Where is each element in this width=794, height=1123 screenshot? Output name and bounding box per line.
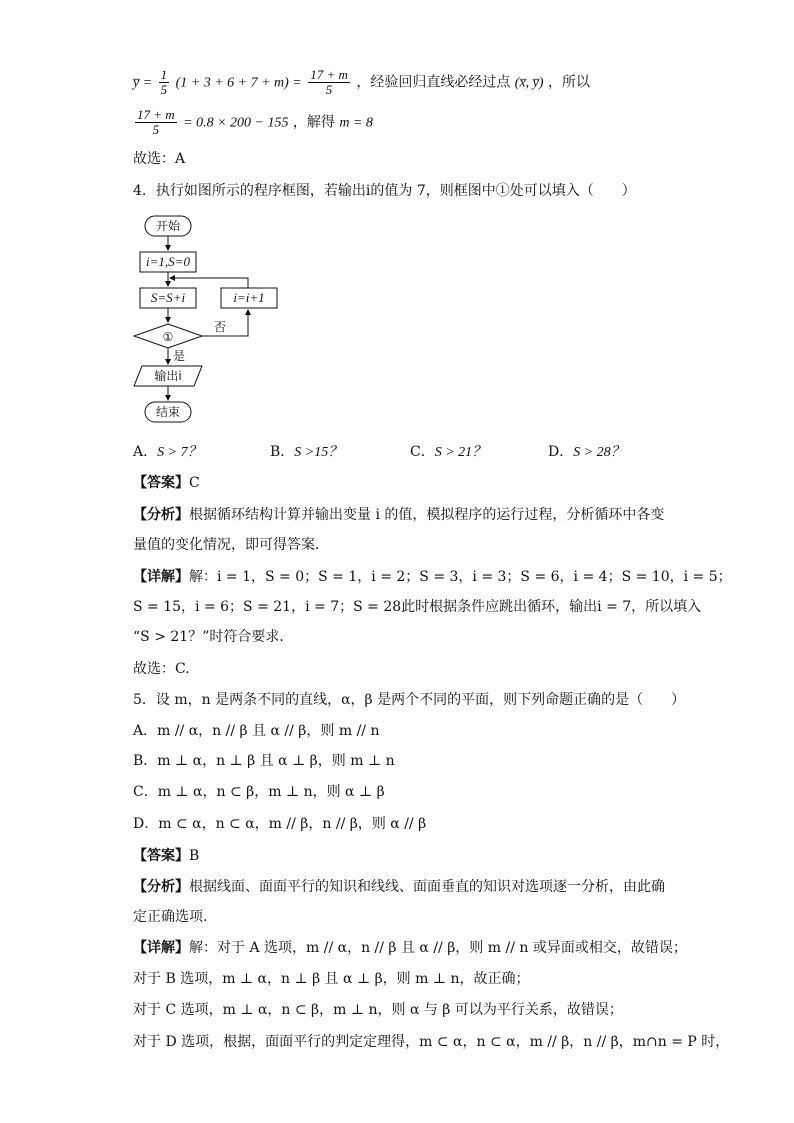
- q3-mean-lhs: y̅ =: [133, 75, 153, 91]
- q5-answer: 【答案】B: [133, 848, 200, 864]
- flow-yes-label: 是: [173, 349, 186, 363]
- q4-option-d: D．S > 28？: [548, 444, 625, 460]
- q5-option-b: B．m ⊥ α，n ⊥ β 且 α ⊥ β，则 m ⊥ n: [133, 753, 395, 769]
- flow-sum-label: S=S+i: [150, 290, 186, 305]
- q3-equation-line: [133, 108, 373, 137]
- flow-start-label: 开始: [155, 219, 181, 233]
- flow-output-label: 输出i: [154, 369, 182, 383]
- q3-eq-rhs: = 0.8 × 200 − 155: [183, 115, 289, 131]
- q5-detail-4: 对于 D 选项，根据，面面平行的判定定理得，m ⊂ α，n ⊂ α，m // β，n // β，m∩n = P 时，: [133, 1034, 730, 1050]
- q3-mean-expr: (1 + 3 + 6 + 7 + m) =: [175, 75, 302, 91]
- q3-choice: 故选：A: [133, 151, 186, 167]
- q4-detail-3: “S > 21？”时符合要求．: [133, 629, 294, 645]
- q3-mean-tail: ，所以: [548, 74, 590, 91]
- flow-no-label: 否: [214, 320, 227, 334]
- flow-end-label: 结束: [155, 405, 181, 419]
- q4-answer: 【答案】C: [133, 475, 200, 491]
- flow-init-label: i=1,S=0: [146, 254, 190, 269]
- q4-option-b: B．S >15？: [270, 444, 343, 460]
- flow-condition-label: ①: [162, 330, 174, 344]
- q3-eq-result: m = 8: [339, 115, 373, 131]
- flow-increment-label: i=i+1: [233, 290, 265, 305]
- q4-choice: 故选：C.: [133, 661, 190, 677]
- q3-eq-text: ，解得: [292, 114, 335, 131]
- q3-point: (x̅, y̅): [514, 75, 544, 91]
- q4-flowchart: [128, 208, 288, 430]
- q5-detail-3: 对于 C 选项，m ⊥ α，n ⊂ β，m ⊥ n，则 α 与 β 可以为平行关系，故错误；: [133, 1002, 623, 1018]
- q3-mean-line: [133, 68, 590, 97]
- q4-stem: 4．执行如图所示的程序框图，若输出i的值为 7，则框图中①处可以填入（ ）: [133, 183, 636, 199]
- q5-option-c: C．m ⊥ α，n ⊂ β，m ⊥ n，则 α ⊥ β: [133, 784, 385, 800]
- q4-option-c: C．S > 21？: [410, 444, 487, 460]
- q4-detail-1: 【详解】解：i = 1，S = 0；S = 1，i = 2；S = 3，i = 3；S = 6，i = 4；S = 10，i = 5；: [133, 569, 732, 585]
- q4-analysis-2: 量值的变化情况，即可得答案．: [133, 537, 329, 553]
- q4-option-a: A．S > 7？: [133, 444, 202, 460]
- q5-option-d: D．m ⊂ α，n ⊂ α，m // β，n // β，则 α // β: [133, 816, 427, 832]
- q5-option-a: A．m // α，n // β 且 α // β，则 m // n: [133, 723, 380, 739]
- q5-detail-2: 对于 B 选项，m ⊥ α，n ⊥ β 且 α ⊥ β，则 m ⊥ n，故正确；: [133, 971, 530, 987]
- q3-mean-text: ，经验回归直线必经过点: [356, 74, 511, 91]
- q3-eq-fraction: $\frac{17 + m}{5}$: [137, 107, 175, 137]
- q3-mean-fraction-2: $\frac{17 + m}{5}$: [310, 67, 348, 97]
- q3-mean-fraction: $\frac{1}{5}$: [160, 67, 168, 97]
- q5-analysis-1: 【分析】根据线面、面面平行的知识和线线、面面垂直的知识对选项逐一分析，由此确: [133, 879, 665, 895]
- q5-analysis-2: 定正确选项.: [133, 909, 208, 925]
- q4-analysis-1: 【分析】根据循环结构计算并输出变量 i 的值，模拟程序的运行过程，分析循环中各变: [133, 507, 665, 523]
- q4-detail-2: S = 15，i = 6；S = 21，i = 7；S = 28此时根据条件应跳出循环，输出i = 7，所以填入: [133, 599, 702, 615]
- q5-stem: 5．设 m，n 是两条不同的直线，α，β 是两个不同的平面，则下列命题正确的是（ ）: [133, 692, 686, 708]
- q5-detail-1: 【详解】解：对于 A 选项，m // α，n // β 且 α // β，则 m // n 或异面或相交，故错误；: [133, 940, 687, 956]
